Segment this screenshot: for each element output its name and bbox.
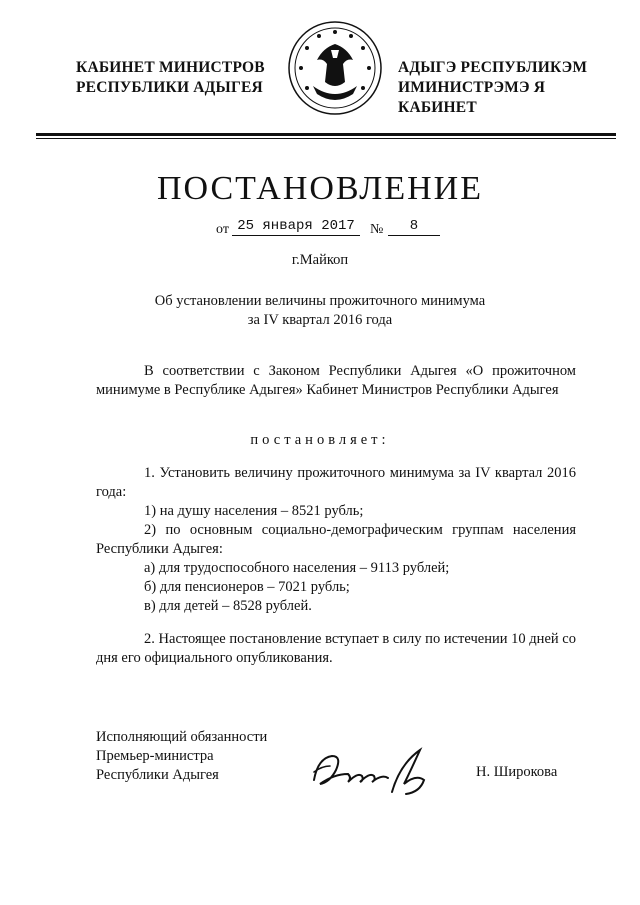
document-title: ПОСТАНОВЛЕНИЕ xyxy=(156,170,484,207)
item1-groups-intro: 2) по основным социально-демографическим группам населения Республики Адыгея: xyxy=(96,522,576,557)
coat-of-arms-emblem xyxy=(287,20,383,116)
preamble: В соответствии с Законом Республики Адыгея «О прожиточном минимуме в Республике Адыгея» Кабинет Министров Республики Адыгея xyxy=(96,363,576,398)
item1-children: в) для детей – 8528 рублей. xyxy=(144,598,312,614)
subject-line2: за IV квартал 2016 года xyxy=(247,312,393,328)
item1-pensioners: б) для пенсионеров – 7021 рубль; xyxy=(144,579,350,595)
item2: 2. Настоящее постановление вступает в силу по истечении 10 дней со дня его официального опубликования. xyxy=(96,631,576,666)
signatory-title-line3: Республики Адыгея xyxy=(96,767,219,783)
handwritten-signature xyxy=(308,744,438,800)
issuer-ady xyxy=(398,58,628,118)
signatory-title-line1: Исполняющий обязанности xyxy=(96,729,268,745)
header-rule-thick xyxy=(36,133,616,136)
decree-word: постановляет: xyxy=(250,432,390,448)
item1-working: а) для трудоспособного населения – 9113 рублей; xyxy=(144,560,450,576)
issuer-ady-line1: АДЫГЭ РЕСПУБЛИКЭМ xyxy=(398,59,588,76)
issuer-ru-line2: РЕСПУБЛИКИ АДЫГЕЯ xyxy=(76,79,263,96)
issuer-ady-line2: ИМИНИСТРЭМЭ Я КАБИНЕТ xyxy=(398,79,546,116)
number-field: 8 xyxy=(388,218,440,236)
item1-intro: 1. Установить величину прожиточного минимума за IV квартал 2016 года: xyxy=(96,465,576,500)
item1-per-capita: 1) на душу населения – 8521 рубль; xyxy=(144,503,364,519)
signatory-title-line2: Премьер-министра xyxy=(96,748,214,764)
issuer-ru xyxy=(76,58,276,98)
number-label: № xyxy=(370,222,384,237)
date-field: 25 января 2017 xyxy=(232,218,360,236)
signatory-title xyxy=(96,728,316,785)
city: г.Майкоп xyxy=(291,252,349,268)
header-rule-thin xyxy=(36,138,616,139)
subject-line1: Об установлении величины прожиточного минимума xyxy=(154,293,486,309)
date-from-label: от xyxy=(216,222,229,237)
issuer-ru-line1: КАБИНЕТ МИНИСТРОВ xyxy=(76,59,265,76)
document-subject xyxy=(0,292,640,330)
signatory-name: Н. Широкова xyxy=(476,764,558,780)
